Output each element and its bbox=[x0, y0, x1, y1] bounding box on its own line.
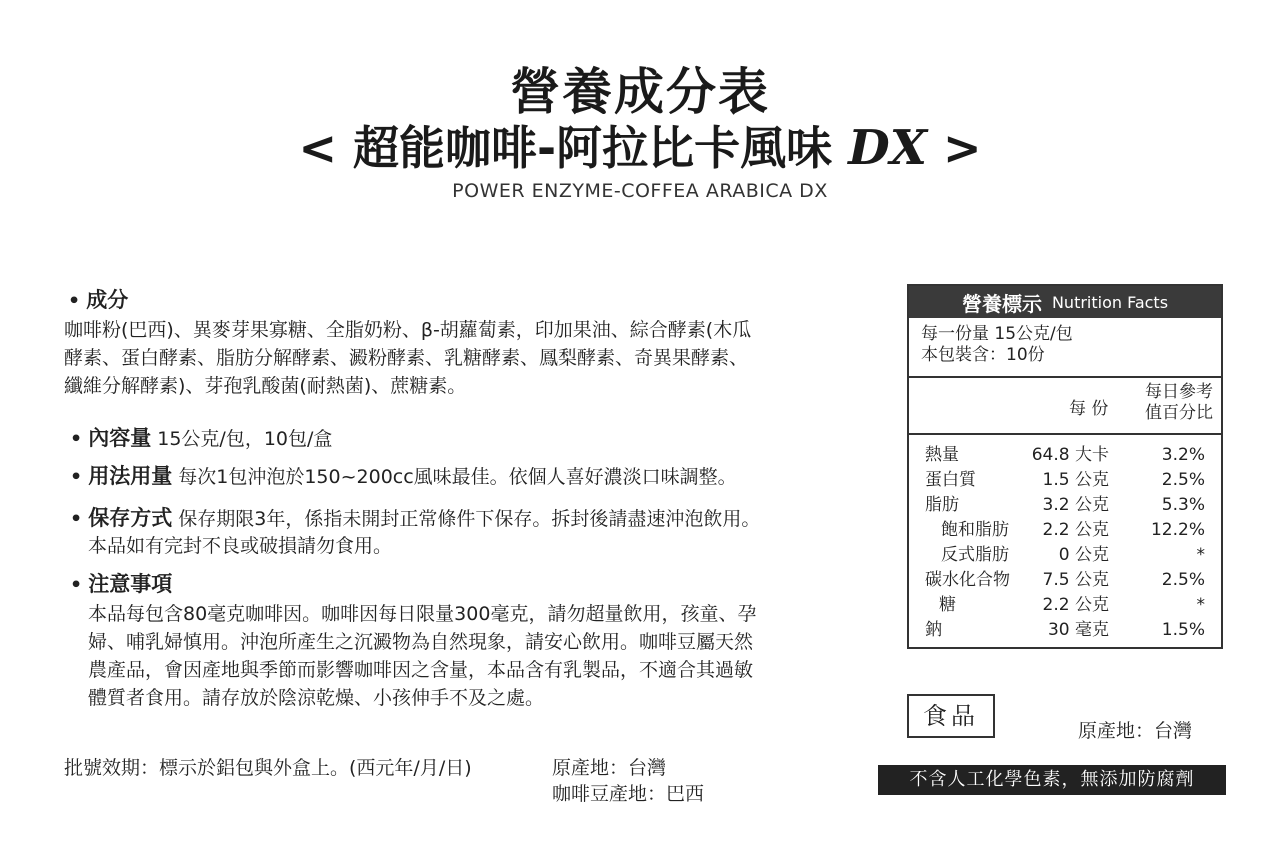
nutrition-column-headers bbox=[909, 378, 1221, 435]
nutrient-value: 2.2 公克 bbox=[1042, 595, 1109, 615]
no-additives-banner: 不含人工化學色素，無添加防腐劑 bbox=[878, 765, 1226, 795]
col-per-serving: 每 份 bbox=[1069, 399, 1109, 419]
nutrient-dv: * bbox=[1196, 545, 1205, 565]
product-name-close: > bbox=[926, 121, 982, 175]
nutrient-value: 1.5 公克 bbox=[1042, 470, 1109, 490]
nutrient-value: 3.2 公克 bbox=[1042, 495, 1109, 515]
nutrition-row bbox=[909, 543, 1221, 568]
caution-line: 婦、哺乳婦慎用。沖泡所產生之沉澱物為自然現象，請安心飲用。咖啡豆屬天然 bbox=[88, 631, 754, 653]
nutrient-name: 脂肪 bbox=[925, 495, 959, 515]
nutrient-name: 糖 bbox=[939, 595, 956, 615]
bullet-icon: • bbox=[70, 574, 83, 596]
bullet-icon: • bbox=[70, 466, 83, 488]
nutrient-value: 30 毫克 bbox=[1047, 620, 1109, 640]
nutrient-dv: 12.2% bbox=[1150, 520, 1205, 540]
serving-info bbox=[909, 318, 1221, 378]
nutrition-header bbox=[909, 286, 1221, 318]
nutrient-dv: 3.2% bbox=[1161, 445, 1205, 465]
nutrition-row bbox=[909, 493, 1221, 518]
storage-text: 保存期限3年，係指未開封正常條件下保存。拆封後請盡速沖泡飲用。 bbox=[178, 508, 761, 530]
servings-per-pack: 本包裝含：10份 bbox=[921, 345, 1045, 365]
nutrition-row bbox=[909, 443, 1221, 468]
nutrient-dv: 1.5% bbox=[1161, 620, 1205, 640]
storage-text-2: 本品如有完封不良或破損請勿食用。 bbox=[88, 535, 393, 557]
nutrient-name: 碳水化合物 bbox=[925, 570, 1010, 590]
nutrient-dv: 2.5% bbox=[1161, 570, 1205, 590]
bullet-icon: • bbox=[70, 508, 83, 530]
nutrient-value: 0 公克 bbox=[1058, 545, 1109, 565]
product-subtitle: POWER ENZYME-COFFEA ARABICA DX bbox=[452, 180, 828, 202]
nutrient-dv: 2.5% bbox=[1161, 470, 1205, 490]
usage bbox=[70, 462, 737, 491]
nutrition-title-en: Nutrition Facts bbox=[1051, 292, 1169, 312]
nutrition-row bbox=[909, 468, 1221, 493]
ingredients-text bbox=[64, 316, 864, 400]
content-label: 內容量 bbox=[88, 426, 152, 450]
nutrition-row bbox=[909, 618, 1221, 643]
food-badge: 食品 bbox=[907, 694, 995, 738]
nutrient-name: 蛋白質 bbox=[925, 470, 976, 490]
content-value: 15公克/包，10包/盒 bbox=[157, 428, 333, 450]
serving-size: 每一份量 15公克/包 bbox=[921, 324, 1073, 344]
nutrient-value: 2.2 公克 bbox=[1042, 520, 1109, 540]
bean-origin-info: 咖啡豆產地：巴西 bbox=[552, 783, 705, 805]
origin-info: 原產地：台灣 bbox=[552, 757, 667, 779]
bullet-icon: • bbox=[68, 290, 81, 312]
usage-label: 用法用量 bbox=[88, 464, 173, 488]
nutrient-value: 7.5 公克 bbox=[1042, 570, 1109, 590]
caution-heading: • 注意事項 bbox=[70, 572, 173, 596]
product-name-text: < 超能咖啡-阿拉比卡風味 bbox=[298, 121, 833, 175]
ingredients-line: 咖啡粉(巴西)、異麥芽果寡糖、全脂奶粉、β-胡蘿蔔素，印加果油、綜合酵素(木瓜 bbox=[64, 319, 752, 341]
storage-label: 保存方式 bbox=[88, 506, 173, 530]
caution-line: 體質者食用。請存放於陰涼乾燥、小孩伸手不及之處。 bbox=[88, 687, 545, 709]
nutrition-row bbox=[909, 568, 1221, 593]
nutrient-dv: * bbox=[1196, 595, 1205, 615]
caution-text bbox=[88, 600, 868, 712]
nutrition-row bbox=[909, 593, 1221, 618]
nutrient-name: 鈉 bbox=[925, 620, 942, 640]
ingredients-line: 酵素、蛋白酵素、脂肪分解酵素、澱粉酵素、乳糖酵素、鳳梨酵素、奇異果酵素、 bbox=[64, 347, 749, 369]
dx-logo: DX bbox=[848, 120, 927, 176]
nutrient-name: 反式脂肪 bbox=[941, 545, 1009, 565]
ingredients-line: 纖維分解酵素)、芽孢乳酸菌(耐熱菌)、蔗糖素。 bbox=[64, 375, 467, 397]
storage bbox=[70, 504, 760, 533]
nutrition-facts-table bbox=[907, 284, 1223, 649]
caution-line: 本品每包含80毫克咖啡因。咖啡因每日限量300毫克，請勿超量飲用，孩童、孕 bbox=[88, 603, 757, 625]
ingredients-heading: • 成分 bbox=[68, 288, 129, 312]
caution-line: 農產品，會因產地與季節而影響咖啡因之含量，本品含有乳製品，不適合其過敏 bbox=[88, 659, 754, 681]
product-name bbox=[0, 112, 1280, 178]
nutrition-rows bbox=[909, 435, 1221, 643]
content-amount bbox=[70, 424, 332, 453]
nutrition-row bbox=[909, 518, 1221, 543]
nutrient-value: 64.8 大卡 bbox=[1031, 445, 1109, 465]
batch-info: 批號效期：標示於鋁包與外盒上。(西元年/月/日) bbox=[64, 757, 472, 779]
page-title: 營養成分表 bbox=[510, 63, 770, 121]
nutrient-name: 熱量 bbox=[925, 445, 959, 465]
usage-text: 每次1包沖泡於150~200cc風味最佳。依個人喜好濃淡口味調整。 bbox=[178, 466, 737, 488]
nutrient-dv: 5.3% bbox=[1161, 495, 1205, 515]
nutrient-name: 飽和脂肪 bbox=[941, 520, 1009, 540]
bullet-icon: • bbox=[70, 428, 83, 450]
origin-badge: 原產地：台灣 bbox=[1078, 720, 1193, 742]
nutrition-title-zh: 營養標示 bbox=[961, 291, 1042, 316]
col-daily-value: 每日參考 值百分比 bbox=[1145, 382, 1213, 423]
